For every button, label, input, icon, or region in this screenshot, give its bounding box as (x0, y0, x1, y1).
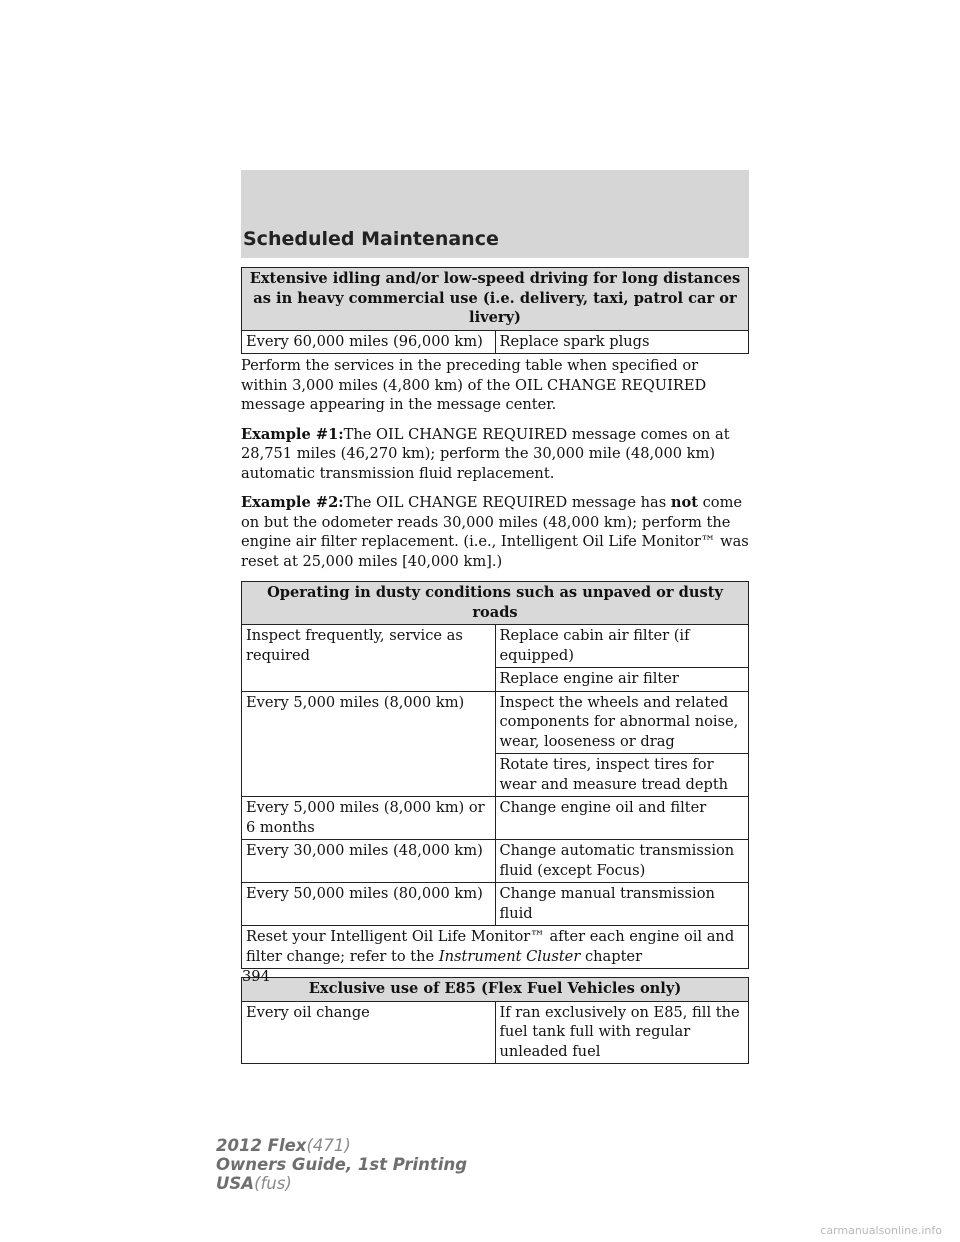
interval-cell: Every 60,000 miles (96,000 km) (242, 330, 496, 354)
heavy-use-table (241, 267, 749, 354)
watermark: carmanualsonline.info (820, 1224, 942, 1237)
service-paragraph: Perform the services in the preceding table when specified or within 3,000 miles (4,800 km) of the OIL CHANGE REQUIRED message appearing in the message center. (241, 357, 707, 413)
example-label: Example #1: (241, 425, 344, 443)
service-cell: Replace cabin air filter (if equipped) (495, 625, 749, 668)
footer-guide: Owners Guide, 1st Printing (216, 1155, 468, 1174)
emphasis-text: not (670, 494, 698, 511)
table-row (242, 1001, 749, 1064)
table-row (242, 625, 749, 668)
interval-cell: Every 30,000 miles (48,000 km) (242, 840, 496, 883)
footer-region: USA (216, 1174, 255, 1193)
interval-cell: Inspect frequently, service as required (242, 625, 496, 692)
service-cell: Replace spark plugs (495, 330, 749, 354)
interval-cell: Every 5,000 miles (8,000 km) (242, 691, 496, 797)
footer-region-code: (fus) (254, 1174, 292, 1193)
interval-cell: Every 50,000 miles (80,000 km) (242, 883, 496, 926)
table-heading: Extensive idling and/or low-speed driving for long distances as in heavy commercial use (i.e. delivery, taxi, patrol car or livery) (242, 268, 749, 331)
example-1 (241, 425, 749, 484)
table-row (242, 797, 749, 840)
example-text: The OIL CHANGE REQUIRED message comes on at 28,751 miles (46,270 km); perform the 30,000 mile (48,000 km) automatic transmission fluid replacement. (241, 425, 730, 482)
e85-table (241, 977, 749, 1064)
example-label: Example #2: (241, 494, 344, 511)
example-2 (241, 493, 749, 571)
service-cell: Change manual transmission fluid (495, 883, 749, 926)
service-cell: Change engine oil and filter (495, 797, 749, 840)
print-footer (216, 1136, 467, 1193)
dusty-conditions-table (241, 581, 749, 969)
service-cell: If ran exclusively on E85, fill the fuel tank full with regular unleaded fuel (495, 1001, 749, 1064)
page-content (241, 267, 749, 1064)
page-number: 394 (242, 968, 270, 985)
table-row (242, 691, 749, 754)
table-heading: Exclusive use of E85 (Flex Fuel Vehicles only) (242, 978, 749, 1002)
interval-cell: Every oil change (242, 1001, 496, 1064)
chapter-reference: Instrument Cluster (438, 947, 581, 965)
example-text: come on but the odometer reads 30,000 miles (48,000 km); perform the engine air filter replacement. (i.e., Intelligent Oil Life Monitor™ was reset at 25,000 miles [40,000 km].) (241, 494, 749, 570)
service-cell: Rotate tires, inspect tires for wear and measure tread depth (495, 754, 749, 797)
footer-model: 2012 Flex (216, 1136, 307, 1155)
table-row (242, 926, 749, 969)
table-row (242, 330, 749, 354)
note-text: chapter (584, 947, 643, 965)
note-cell (242, 926, 749, 969)
interval-cell: Every 5,000 miles (8,000 km) or 6 months (242, 797, 496, 840)
table-row (242, 840, 749, 883)
service-cell: Inspect the wheels and related components for abnormal noise, wear, looseness or drag (495, 691, 749, 754)
example-text: The OIL CHANGE REQUIRED message has (343, 494, 667, 511)
table-heading: Operating in dusty conditions such as unpaved or dusty roads (242, 582, 749, 625)
footer-model-code: (471) (306, 1136, 351, 1155)
service-cell: Change automatic transmission fluid (except Focus) (495, 840, 749, 883)
section-title: Scheduled Maintenance (243, 228, 499, 250)
table-row (242, 883, 749, 926)
service-cell: Replace engine air filter (495, 668, 749, 692)
note-text: Reset your Intelligent Oil Life Monitor™ after each engine oil and filter change; refer to the (246, 928, 735, 965)
